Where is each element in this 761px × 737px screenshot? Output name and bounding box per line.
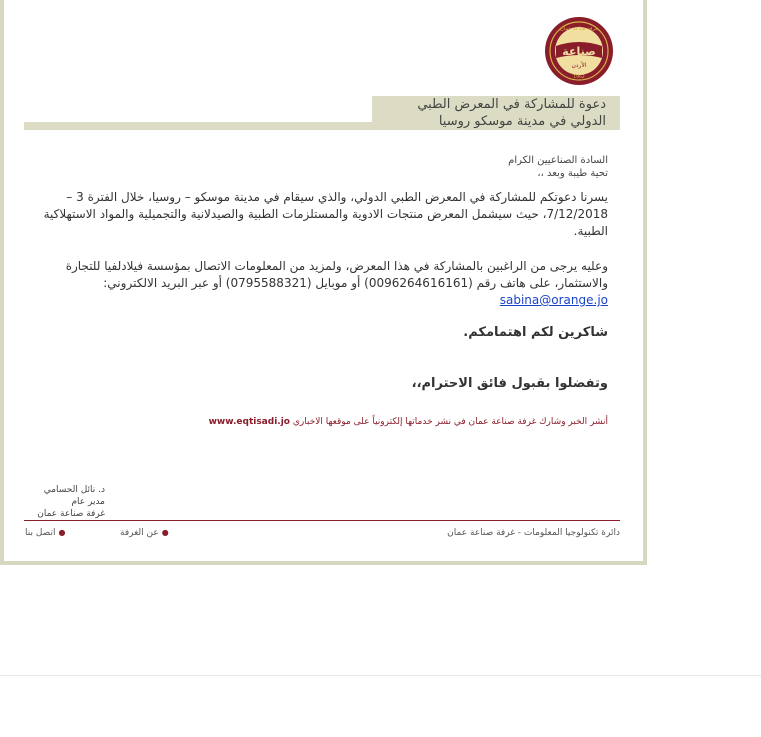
logo-top-text: غرفة صناعة عمان	[560, 26, 598, 32]
footer-link-about[interactable]	[120, 528, 169, 538]
thanks-text: شاكرين لكم اهتمامكم.	[463, 325, 608, 340]
salutation	[48, 154, 608, 180]
contact-text: وعليه يرجى من الراغبين بالمشاركة في هذا المعرض، ولمزيد من المعلومات الاتصال بمؤسسة فيلادلفيا للتجارة والاستثمار، على هاتف رقم (0096264616161) أو موبايل (0795588321) أو عبر البريد الالكتروني:	[65, 259, 608, 290]
news-site-link[interactable]: www.eqtisadi.jo	[208, 417, 290, 427]
footer-department: دائرة تكنولوجيا المعلومات - غرفة صناعة عمان	[447, 528, 620, 538]
title-banner	[24, 96, 620, 130]
contact-paragraph	[24, 258, 608, 309]
page-divider	[0, 675, 761, 676]
chamber-logo-icon	[544, 16, 614, 86]
signature-block	[24, 484, 105, 520]
title-line-1: دعوة للمشاركة في المعرض الطبي	[417, 97, 606, 112]
publish-note-text: أنشر الخبر وشارك غرفة صناعة عمان في نشر خدماتها إلكترونياً على موقعها الاخباري	[292, 417, 608, 427]
bullet-icon: ●	[58, 528, 66, 537]
logo-main-text: صناعة	[562, 45, 596, 58]
footer-divider	[24, 520, 620, 521]
signature-org: غرفة صناعة عمان	[37, 509, 105, 519]
invitation-paragraph: يسرنا دعوتكم للمشاركة في المعرض الطبي الدولي، والذي سيقام في مدينة موسكو – روسيا، خلال الفترة 3 – 7/12/2018، حيث سيشمل المعرض منتجات الادوية والمستلزمات الطبية والصيدلانية والتجميلية والمواد الاستهلاكية الطبية.	[43, 190, 608, 238]
logo-year: 1962	[573, 75, 585, 80]
publish-note	[48, 417, 608, 427]
title-line-2: الدولي في مدينة موسكو روسيا	[438, 114, 606, 129]
footer-link-contact-label: اتصل بنا	[25, 528, 56, 538]
footer-link-contact[interactable]	[25, 528, 65, 538]
contact-email-link[interactable]: sabina@orange.jo	[499, 293, 608, 307]
salutation-line-2: تحية طيبة وبعد ،،	[537, 168, 608, 179]
signature-name: د. نائل الحسامي	[43, 485, 105, 495]
salutation-line-1: السادة الصناعيين الكرام	[508, 155, 608, 166]
signature-role: مدير عام	[71, 497, 105, 507]
bullet-icon: ●	[161, 528, 169, 537]
footer-link-about-label: عن الغرفة	[120, 528, 159, 538]
page-title	[346, 96, 606, 130]
closing-text: وتفضلوا بقبول فائق الاحترام،،	[411, 376, 608, 391]
logo-sub-text: الأردن	[571, 62, 587, 69]
